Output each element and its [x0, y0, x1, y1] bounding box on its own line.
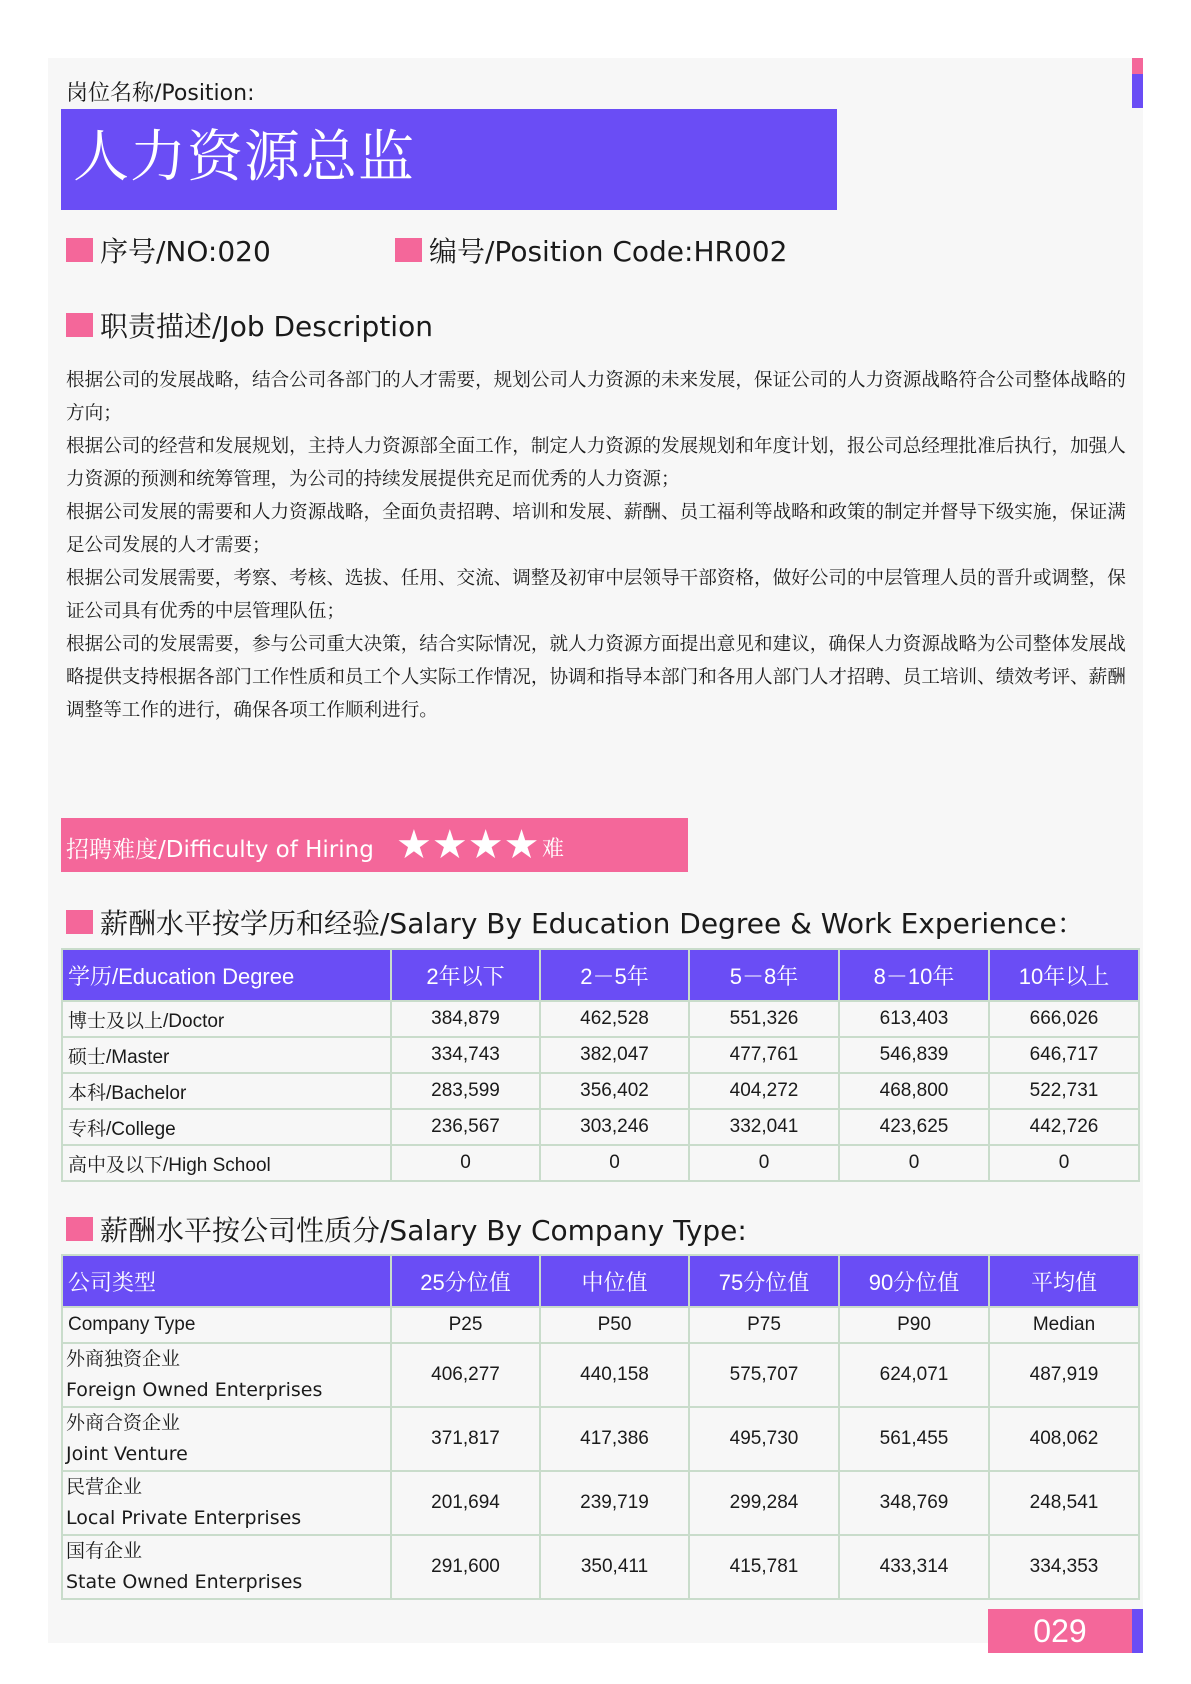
table-row [62, 1343, 1139, 1407]
table-row [62, 1407, 1139, 1471]
salary-company-table [61, 1254, 1140, 1600]
row-label: 硕士/Master [62, 1037, 391, 1073]
column-header: 5－8年 [689, 949, 839, 1001]
table-cell: 303,246 [540, 1109, 689, 1145]
subheader-cell: Median [989, 1307, 1139, 1343]
table-cell: 248,541 [989, 1471, 1139, 1535]
column-header: 75分位值 [689, 1255, 839, 1307]
bullet-square-icon [395, 238, 422, 262]
row-label-en: Joint Venture [66, 1443, 188, 1465]
column-header: 2年以下 [391, 949, 540, 1001]
table-cell: 415,781 [689, 1535, 839, 1599]
salary-education-heading [66, 902, 1085, 942]
column-header: 8－10年 [839, 949, 989, 1001]
table-header-row [62, 1255, 1139, 1307]
row-label-cn: 民营企业 [66, 1476, 143, 1498]
table-cell: 468,800 [839, 1073, 989, 1109]
subheader-cell: P25 [391, 1307, 540, 1343]
table-cell: 236,567 [391, 1109, 540, 1145]
column-header: 2－5年 [540, 949, 689, 1001]
row-label-cn: 外商独资企业 [66, 1348, 181, 1370]
table-cell: 334,353 [989, 1535, 1139, 1599]
table-row [62, 1109, 1139, 1145]
salary-education-table [61, 948, 1140, 1182]
job-description-paragraph: 根据公司发展需要，考察、考核、选拔、任用、交流、调整及初审中层领导干部资格，做好公司的中层管理人员的晋升或调整，保证公司具有优秀的中层管理队伍； [66, 568, 1126, 622]
table-cell: 440,158 [540, 1343, 689, 1407]
row-label [62, 1343, 391, 1407]
table-cell: 408,062 [989, 1407, 1139, 1471]
row-label: 高中及以下/High School [62, 1145, 391, 1181]
table-cell: 332,041 [689, 1109, 839, 1145]
column-header: 25分位值 [391, 1255, 540, 1307]
row-label: 博士及以上/Doctor [62, 1001, 391, 1037]
table-cell: 0 [989, 1145, 1139, 1181]
table-cell: 404,272 [689, 1073, 839, 1109]
bullet-square-icon [66, 313, 93, 337]
table-cell: 575,707 [689, 1343, 839, 1407]
corner-accent-purple [1132, 74, 1143, 108]
job-description-paragraph: 根据公司的发展战略，结合公司各部门的人才需要，规划公司人力资源的未来发展，保证公司的人力资源战略符合公司整体战略的方向； [66, 370, 1126, 424]
page-title: 人力资源总监 [73, 125, 415, 190]
table-cell: 442,726 [989, 1109, 1139, 1145]
column-header: 中位值 [540, 1255, 689, 1307]
table-header-row [62, 949, 1139, 1001]
table-cell: 0 [540, 1145, 689, 1181]
table-cell: 624,071 [839, 1343, 989, 1407]
table-cell: 477,761 [689, 1037, 839, 1073]
table-cell: 561,455 [839, 1407, 989, 1471]
table-cell: 546,839 [839, 1037, 989, 1073]
column-header: 公司类型 [62, 1255, 391, 1307]
table-cell: 646,717 [989, 1037, 1139, 1073]
table-cell: 384,879 [391, 1001, 540, 1037]
table-cell: 239,719 [540, 1471, 689, 1535]
table-row [62, 1001, 1139, 1037]
table-cell: 0 [391, 1145, 540, 1181]
row-label-en: Foreign Owned Enterprises [66, 1379, 323, 1401]
table-cell: 283,599 [391, 1073, 540, 1109]
row-label [62, 1471, 391, 1535]
table-cell: 551,326 [689, 1001, 839, 1037]
row-label [62, 1535, 391, 1599]
table-cell: 495,730 [689, 1407, 839, 1471]
table-cell: 0 [839, 1145, 989, 1181]
job-description-heading [66, 305, 433, 345]
table-cell: 666,026 [989, 1001, 1139, 1037]
table-subheader-row [62, 1307, 1139, 1343]
hiring-difficulty-level: 难 [542, 837, 565, 862]
position-label: 岗位名称/Position: [66, 81, 255, 106]
page-number-accent [1132, 1609, 1143, 1653]
subheader-cell: P75 [689, 1307, 839, 1343]
column-header: 平均值 [989, 1255, 1139, 1307]
salary-company-heading-text: 薪酬水平按公司性质分/Salary By Company Type: [100, 1214, 747, 1247]
row-label [62, 1407, 391, 1471]
table-cell: 613,403 [839, 1001, 989, 1037]
job-description-paragraph: 根据公司的经营和发展规划，主持人力资源部全面工作，制定人力资源的发展规划和年度计划，报公司总经理批准后执行，加强人力资源的预测和统筹管理，为公司的持续发展提供充足而优秀的人力资源； [66, 436, 1126, 490]
star-rating-icon: ★★★★ [396, 822, 540, 868]
table-cell: 406,277 [391, 1343, 540, 1407]
row-label-en: State Owned Enterprises [66, 1571, 303, 1593]
position-code [395, 230, 787, 270]
salary-education-heading-text: 薪酬水平按学历和经验/Salary By Education Degree & Work Experience： [100, 907, 1085, 940]
corner-accent-pink [1132, 58, 1143, 74]
job-description-paragraph: 根据公司发展的需要和人力资源战略，全面负责招聘、培训和发展、薪酬、员工福利等战略和政策的制定并督导下级实施，保证满足公司发展的人才需要； [66, 502, 1126, 556]
table-cell: 433,314 [839, 1535, 989, 1599]
table-cell: 487,919 [989, 1343, 1139, 1407]
table-row [62, 1073, 1139, 1109]
bullet-square-icon [66, 1217, 93, 1241]
table-cell: 350,411 [540, 1535, 689, 1599]
table-cell: 334,743 [391, 1037, 540, 1073]
position-code-text: 编号/Position Code:HR002 [429, 235, 788, 268]
hiring-difficulty-label: 招聘难度/Difficulty of Hiring [66, 837, 374, 863]
table-row [62, 1145, 1139, 1181]
column-header: 90分位值 [839, 1255, 989, 1307]
job-description-heading-text: 职责描述/Job Description [100, 310, 433, 343]
row-label-cn: 国有企业 [66, 1540, 143, 1562]
row-label-cn: 外商合资企业 [66, 1412, 181, 1434]
table-cell: 348,769 [839, 1471, 989, 1535]
hiring-difficulty-bar [61, 818, 688, 872]
subheader-cell: Company Type [62, 1307, 391, 1343]
table-cell: 299,284 [689, 1471, 839, 1535]
table-cell: 462,528 [540, 1001, 689, 1037]
row-label: 本科/Bachelor [62, 1073, 391, 1109]
column-header: 10年以上 [989, 949, 1139, 1001]
job-description-body [66, 364, 1141, 727]
position-number [66, 230, 271, 270]
table-cell: 382,047 [540, 1037, 689, 1073]
page-number: 029 [988, 1609, 1132, 1653]
table-cell: 291,600 [391, 1535, 540, 1599]
salary-company-heading [66, 1209, 747, 1249]
row-label: 专科/College [62, 1109, 391, 1145]
subheader-cell: P50 [540, 1307, 689, 1343]
table-row [62, 1471, 1139, 1535]
table-cell: 356,402 [540, 1073, 689, 1109]
table-cell: 522,731 [989, 1073, 1139, 1109]
table-cell: 417,386 [540, 1407, 689, 1471]
table-row [62, 1535, 1139, 1599]
bullet-square-icon [66, 910, 93, 934]
bullet-square-icon [66, 238, 93, 262]
row-label-en: Local Private Enterprises [66, 1507, 302, 1529]
table-cell: 423,625 [839, 1109, 989, 1145]
job-description-paragraph: 根据公司的发展需要，参与公司重大决策，结合实际情况，就人力资源方面提出意见和建议，确保人力资源战略为公司整体发展战略提供支持根据各部门工作性质和员工个人实际工作情况，协调和指导本部门和各用人部门人才招聘、员工培训、绩效考评、薪酬调整等工作的进行，确保各项工作顺利进行。 [66, 634, 1126, 721]
table-cell: 371,817 [391, 1407, 540, 1471]
subheader-cell: P90 [839, 1307, 989, 1343]
table-row [62, 1037, 1139, 1073]
title-banner [61, 109, 837, 210]
table-cell: 0 [689, 1145, 839, 1181]
column-header: 学历/Education Degree [62, 949, 391, 1001]
position-number-text: 序号/NO:020 [100, 235, 271, 268]
table-cell: 201,694 [391, 1471, 540, 1535]
